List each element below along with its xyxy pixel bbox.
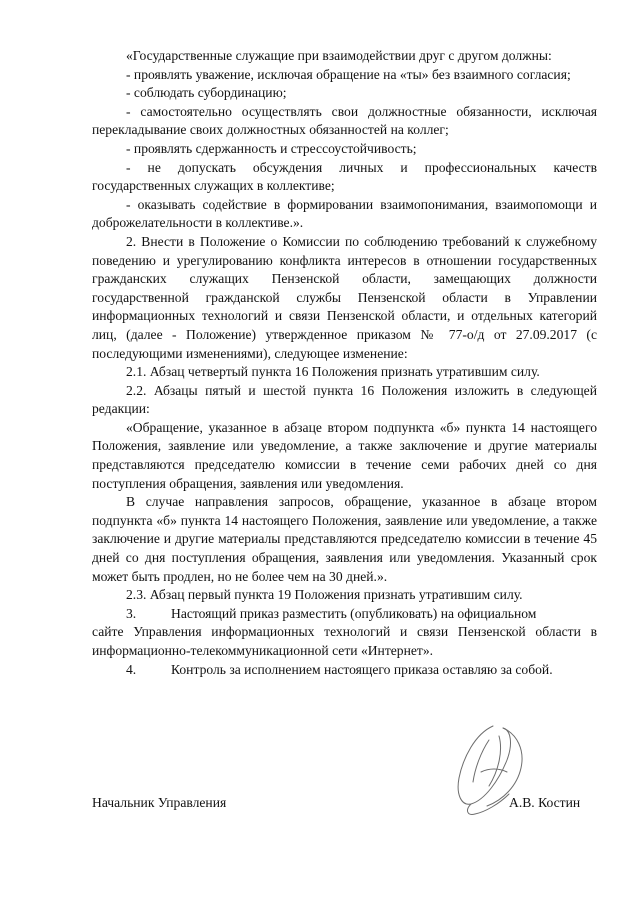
paragraph: «Государственные служащие при взаимодействии друг с другом должны:	[126, 48, 552, 63]
signatory-name: А.В. Костин	[509, 795, 581, 810]
list-item: - самостоятельно осуществлять свои должностные обязанности, исключая перекладывание своих должностных обязанностей на коллег;	[92, 103, 597, 138]
list-item: - не допускать обсуждения личных и профессиональных качеств государственных служащих в коллективе;	[92, 159, 597, 194]
item-number: 3.	[126, 605, 137, 621]
item-number: 4.	[126, 661, 137, 677]
paragraph: В случае направления запросов, обращение, указанное в абзаце втором подпункта «б» пункта 14 настоящего Положения, заявление или уведомление, а также заключение и другие материалы представляются председателю комиссии в течение 45 дней со дня поступления обращения, заявления или уведомления. Указанный срок может быть продлен, но не более чем на 30 дней.».	[92, 494, 597, 584]
signatory-position: Начальник Управления	[92, 795, 227, 810]
paragraph: 2.1. Абзац четвертый пункта 16 Положения признать утратившим силу.	[126, 364, 540, 380]
paragraph: 2.3. Абзац первый пункта 19 Положения признать утратившим силу.	[126, 587, 523, 603]
list-item: - проявлять сдержанность и стрессоустойчивость;	[126, 140, 417, 156]
paragraph: 2. Внести в Положение о Комиссии по соблюдению требований к служебному поведению и урегулированию конфликта интересов в отношении государственных гражданских служащих Пензенской области, замещающих должности государственной гражданской службы Пензенской области в Управлении информационных технологий и связи Пензенской области, и отдельных категорий лиц, (далее - Положение) утвержденное приказом № 77-о/д от 27.09.2017 (с последующими изменениями), следующее изменение:	[92, 233, 597, 361]
paragraph: 2.2. Абзацы пятый и шестой пункта 16 Положения изложить в следующей редакции:	[92, 382, 597, 417]
list-item: - проявлять уважение, исключая обращение на «ты» без взаимного согласия;	[126, 66, 571, 82]
list-item: - оказывать содействие в формировании взаимопонимания, взаимопомощи и доброжелательности в коллективе.».	[92, 196, 597, 231]
numbered-item-4	[92, 661, 597, 680]
list-item: - соблюдать субординацию;	[126, 85, 287, 101]
item-text: Контроль за исполнением настоящего приказа оставляю за собой.	[171, 661, 553, 677]
document-body	[92, 47, 597, 679]
paragraph: «Обращение, указанное в абзаце втором подпункта «б» пункта 14 настоящего Положения, заявление или уведомление, а также заключение и другие материалы представляются председателю комиссии в течение семи рабочих дней со дня поступления обращения, заявления или уведомления.	[92, 419, 597, 491]
item-text-continuation: сайте Управления информационных технологий и связи Пензенской области в информационно-телекоммуникационной сети «Интернет».	[92, 624, 597, 658]
numbered-item-3	[92, 605, 597, 624]
item-text: Настоящий приказ разместить (опубликовать) на официальном	[171, 605, 537, 621]
